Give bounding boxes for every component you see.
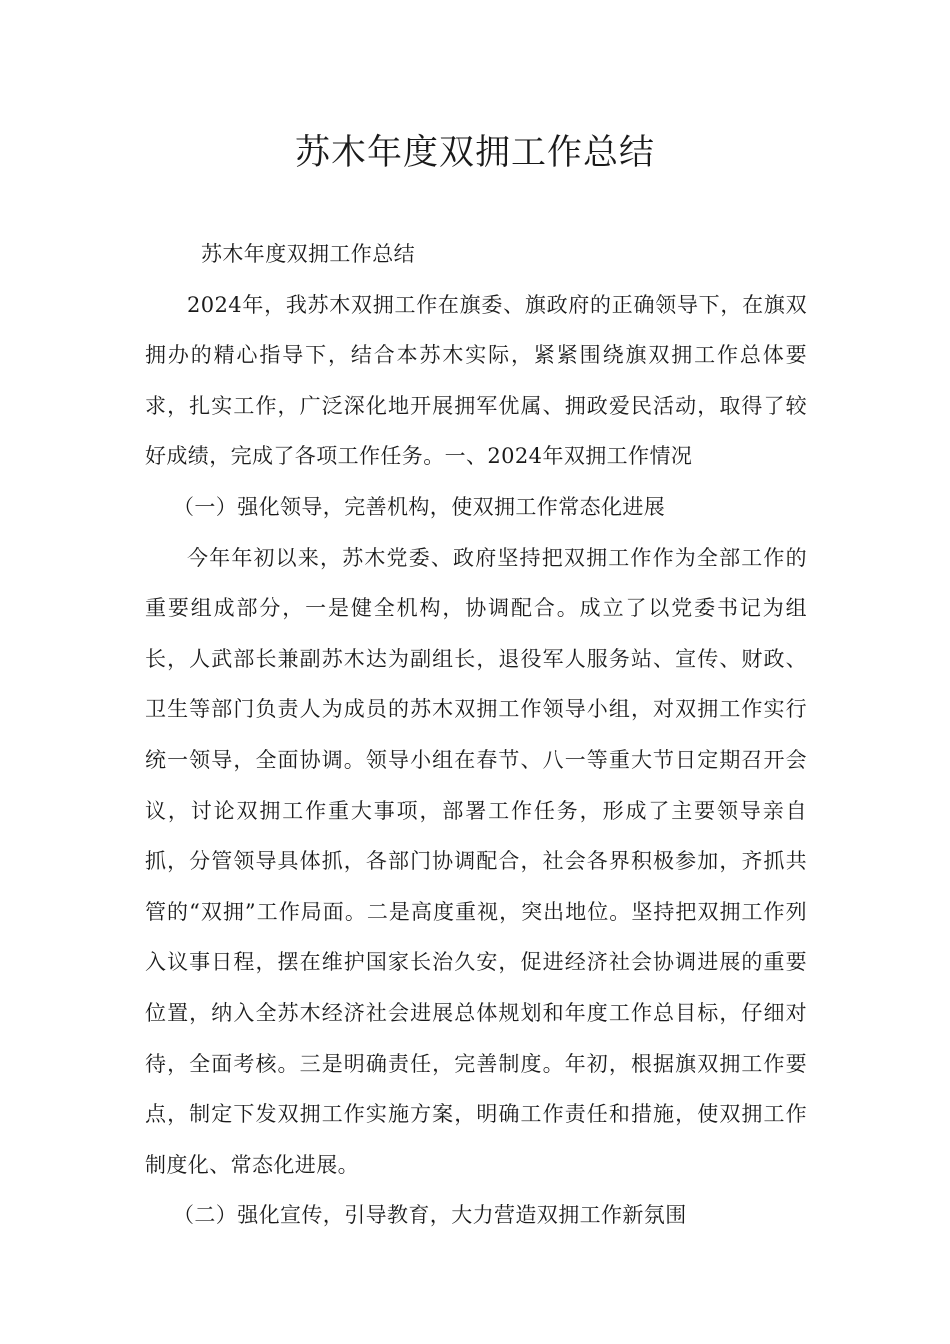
intro-paragraph: 2024年，我苏木双拥工作在旗委、旗政府的正确领导下，在旗双拥办的精心指导下，结合本苏木实际，紧紧围绕旗双拥工作总体要求，扎实工作，广泛深化地开展拥军优属、拥政爱民活动，取得了较好成绩，完成了各项工作任务。一、2024年双拥工作情况 xyxy=(145,292,807,469)
section-heading-2: （二）强化宣传，引导教育，大力营造双拥工作新氛围 xyxy=(173,1203,687,1228)
section-heading-1: （一）强化领导，完善机构，使双拥工作常态化进展 xyxy=(173,494,666,519)
document-title: 苏木年度双拥工作总结 xyxy=(294,133,655,173)
subtitle-paragraph: 苏木年度双拥工作总结 xyxy=(201,242,415,266)
section-1-body-paragraph: 今年年初以来，苏木党委、政府坚持把双拥工作作为全部工作的重要组成部分，一是健全机构，协调配合。成立了以党委书记为组长，人武部长兼副苏木达为副组长，退役军人服务站、宣传、财政、卫生等部门负责人为成员的苏木双拥工作领导小组，对双拥工作实行统一领导，全面协调。领导小组在春节、八一等重大节日定期召开会议，讨论双拥工作重大事项，部署工作任务，形成了主要领导亲自抓，分管领导具体抓，各部门协调配合，社会各界积极参加，齐抓共管的“双拥”工作局面。二是高度重视，突出地位。坚持把双拥工作列入议事日程，摆在维护国家长治久安，促进经济社会协调进展的重要位置，纳入全苏木经济社会进展总体规划和年度工作总目标，仔细对待，全面考核。三是明确责任，完善制度。年初，根据旗双拥工作要点，制定下发双拥工作实施方案，明确工作责任和措施，使双拥工作制度化、常态化进展。 xyxy=(145,545,807,1177)
document-body xyxy=(145,229,807,1241)
